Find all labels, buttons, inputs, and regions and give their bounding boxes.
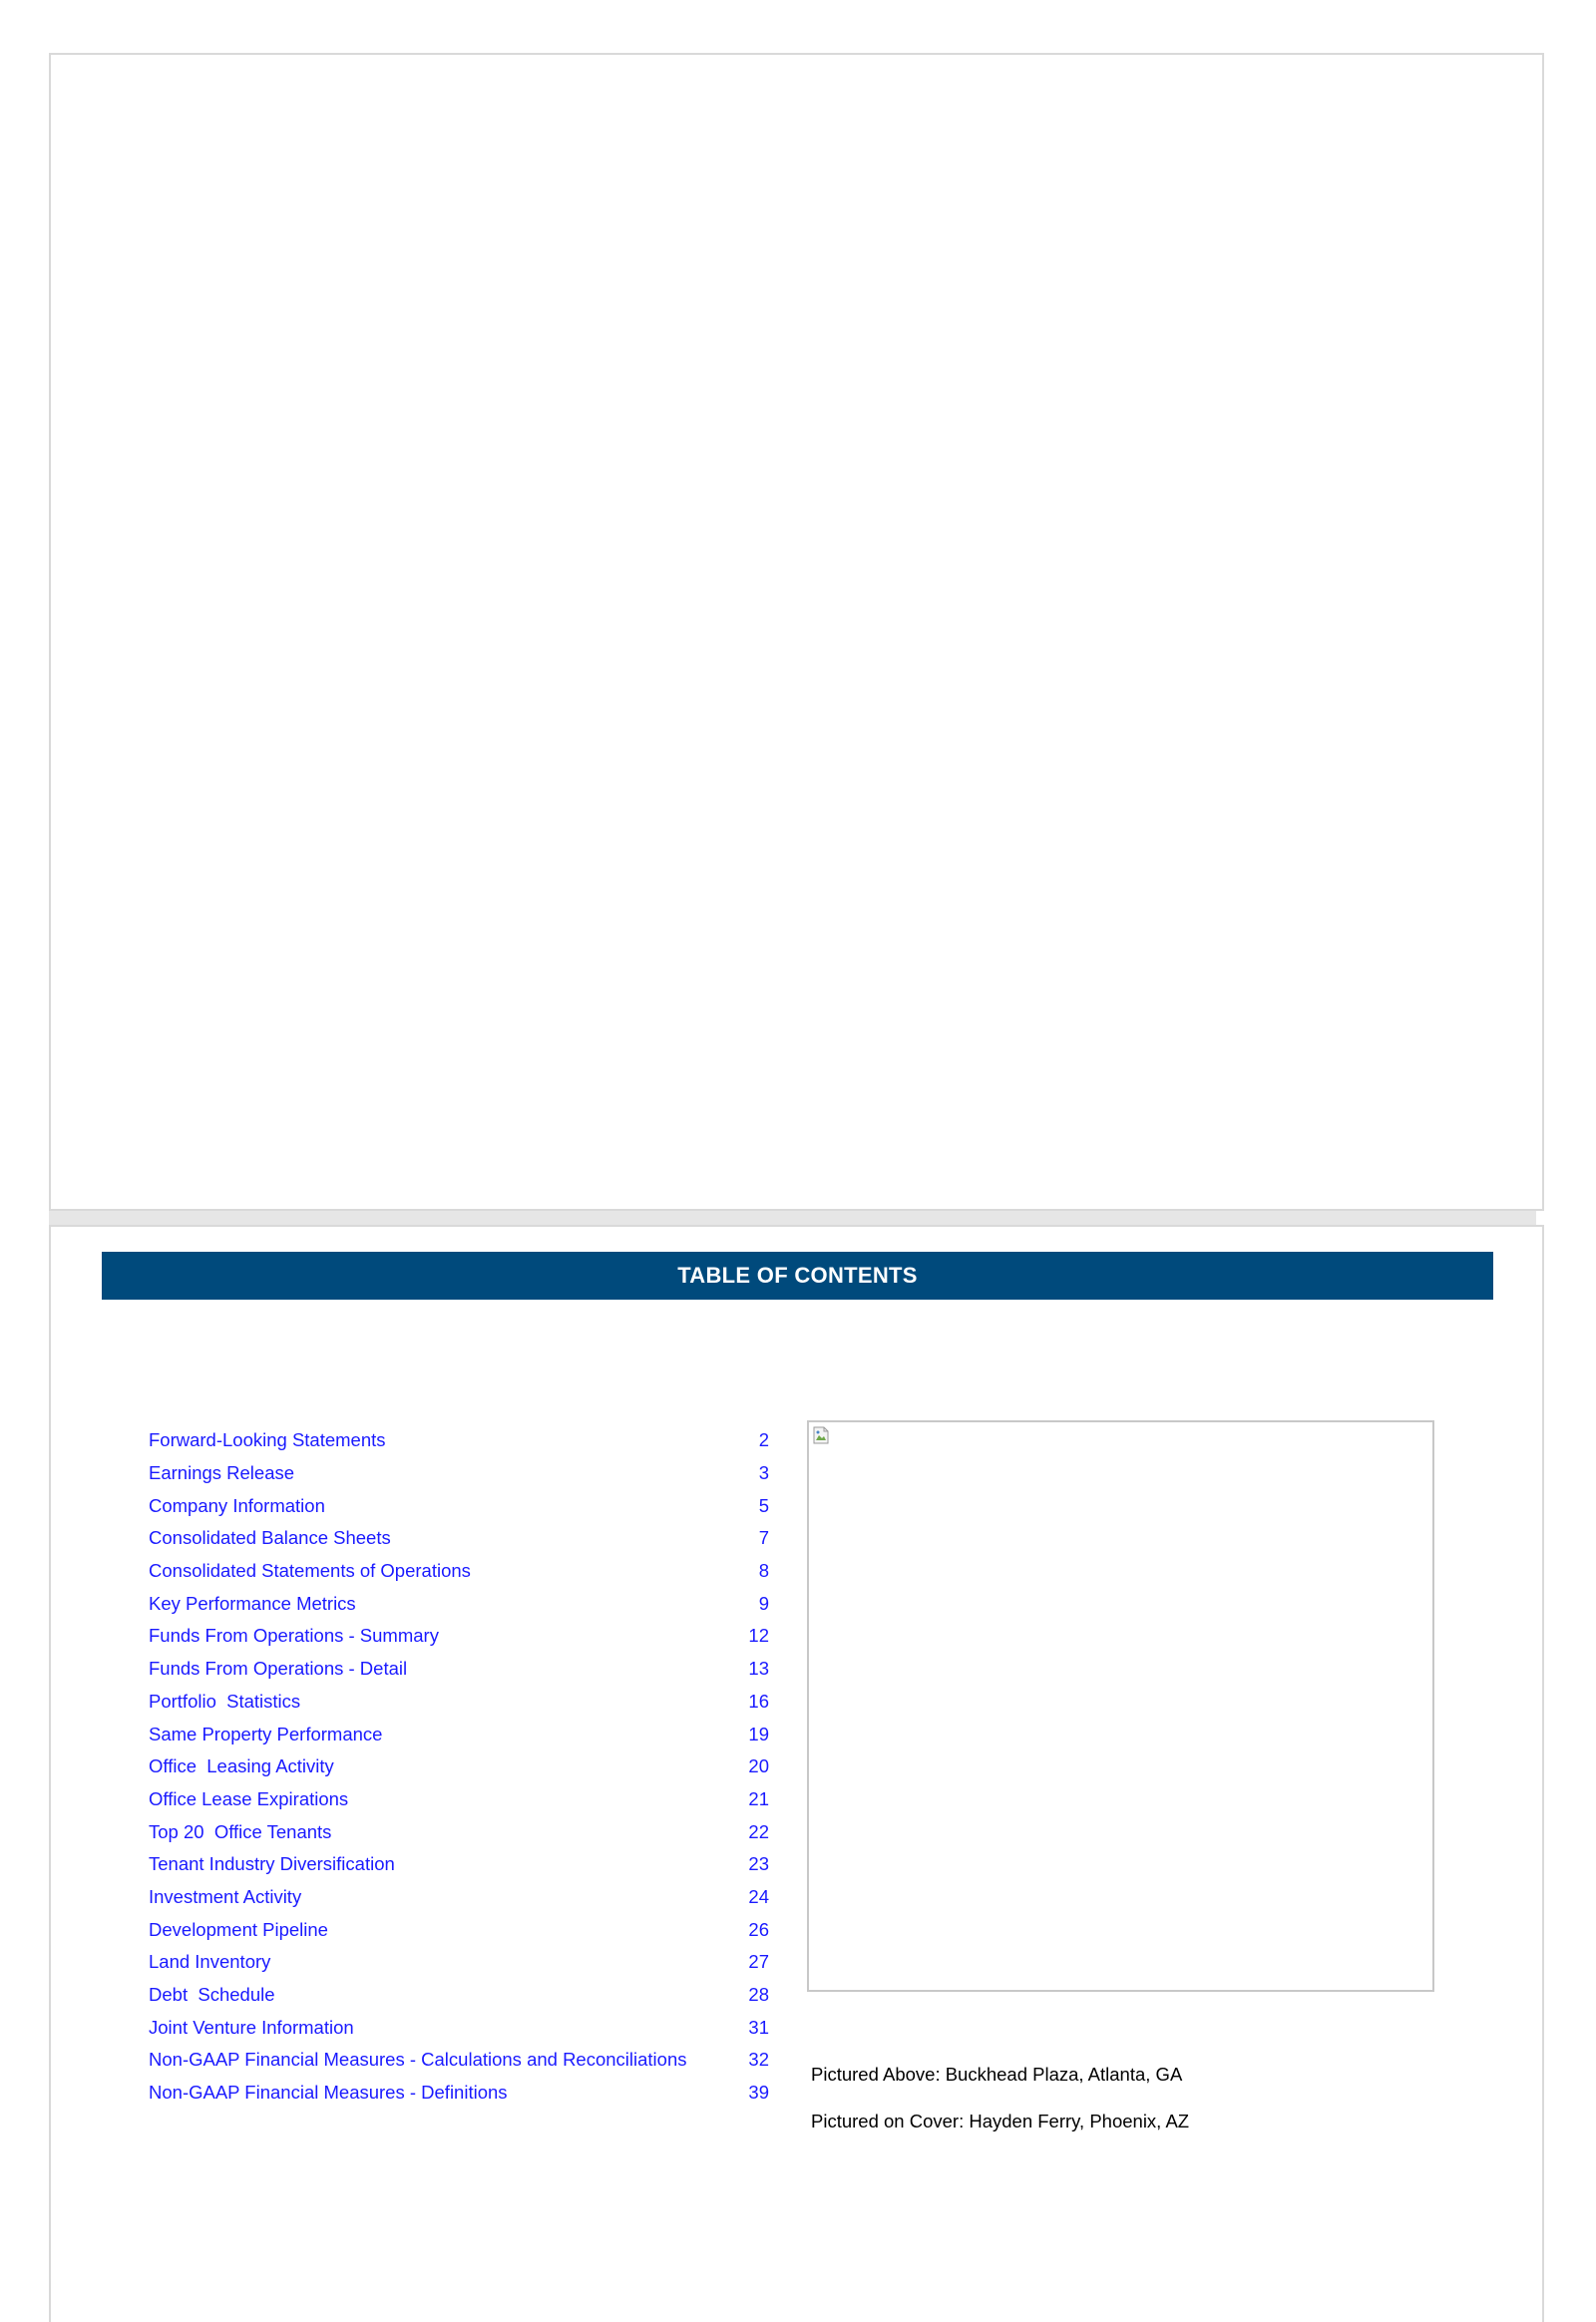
toc-link-label: Office Leasing Activity (149, 1755, 334, 1777)
toc-page-number: 26 (748, 1918, 769, 1940)
caption-pictured-above: Pictured Above: Buckhead Plaza, Atlanta, GA (811, 2064, 1183, 2085)
toc-page-number: 23 (748, 1853, 769, 1875)
toc-link-label: Same Property Performance (149, 1723, 383, 1744)
toc-page-number: 19 (748, 1723, 769, 1744)
toc-page-number: 2 (758, 1429, 769, 1451)
cover-page-frame (49, 53, 1544, 1211)
toc-link-label: Tenant Industry Diversification (149, 1853, 395, 1875)
toc-link-label: Consolidated Balance Sheets (149, 1527, 391, 1549)
toc-link-label: Funds From Operations - Summary (149, 1625, 439, 1647)
toc-page-number: 16 (748, 1690, 769, 1712)
toc-link[interactable] (149, 1979, 769, 2012)
toc-link[interactable] (149, 1424, 769, 1457)
toc-link-label: Non-GAAP Financial Measures - Definitions (149, 2082, 508, 2104)
toc-link-label: Portfolio Statistics (149, 1690, 301, 1712)
toc-page-number: 32 (748, 2049, 769, 2071)
toc-link-label: Investment Activity (149, 1885, 302, 1907)
toc-link[interactable] (149, 1489, 769, 1522)
toc-link-label: Non-GAAP Financial Measures - Calculations and Reconciliations (149, 2049, 687, 2071)
toc-page-number: 24 (748, 1885, 769, 1907)
caption-pictured-on-cover: Pictured on Cover: Hayden Ferry, Phoenix, AZ (811, 2111, 1190, 2131)
toc-link[interactable] (149, 1522, 769, 1555)
toc-link[interactable] (149, 1653, 769, 1686)
toc-link[interactable] (149, 1620, 769, 1653)
broken-image-icon (813, 1426, 829, 1444)
toc-link[interactable] (149, 2011, 769, 2044)
toc-title: TABLE OF CONTENTS (677, 1263, 918, 1288)
toc-link[interactable] (149, 2044, 769, 2077)
toc-page-number: 3 (758, 1462, 769, 1484)
toc-list (149, 1424, 769, 2109)
toc-page-number: 5 (758, 1494, 769, 1516)
toc-link[interactable] (149, 2077, 769, 2110)
toc-link-label: Debt Schedule (149, 1984, 275, 2006)
toc-page-number: 20 (748, 1755, 769, 1777)
toc-link[interactable] (149, 1457, 769, 1490)
toc-link[interactable] (149, 1686, 769, 1719)
toc-link[interactable] (149, 1783, 769, 1816)
toc-link[interactable] (149, 1555, 769, 1588)
toc-link-label: Joint Venture Information (149, 2016, 354, 2038)
toc-page-number: 13 (748, 1658, 769, 1680)
toc-page-number: 27 (748, 1951, 769, 1973)
toc-link-label: Land Inventory (149, 1951, 271, 1973)
toc-page-number: 21 (748, 1787, 769, 1809)
page-divider (49, 1211, 1536, 1225)
toc-page-number: 22 (748, 1820, 769, 1842)
property-photo (807, 1420, 1434, 1992)
toc-link-label: Office Lease Expirations (149, 1787, 349, 1809)
toc-link[interactable] (149, 1946, 769, 1979)
toc-link[interactable] (149, 1815, 769, 1848)
toc-page-number: 8 (758, 1560, 769, 1582)
toc-link-label: Forward-Looking Statements (149, 1429, 386, 1451)
toc-link[interactable] (149, 1587, 769, 1620)
toc-link-label: Funds From Operations - Detail (149, 1658, 408, 1680)
toc-link-label: Key Performance Metrics (149, 1592, 356, 1614)
toc-page-number: 9 (758, 1592, 769, 1614)
toc-link-label: Development Pipeline (149, 1918, 328, 1940)
toc-link-label: Company Information (149, 1494, 325, 1516)
toc-page-number: 39 (748, 2082, 769, 2104)
toc-link[interactable] (149, 1913, 769, 1946)
toc-page-number: 31 (748, 2016, 769, 2038)
toc-page-number: 7 (758, 1527, 769, 1549)
toc-page-number: 28 (748, 1984, 769, 2006)
toc-link-label: Consolidated Statements of Operations (149, 1560, 471, 1582)
toc-link[interactable] (149, 1718, 769, 1750)
toc-link[interactable] (149, 1881, 769, 1914)
toc-link[interactable] (149, 1750, 769, 1783)
toc-link-label: Top 20 Office Tenants (149, 1820, 332, 1842)
toc-page-number: 12 (748, 1625, 769, 1647)
toc-link-label: Earnings Release (149, 1462, 295, 1484)
toc-link[interactable] (149, 1848, 769, 1881)
toc-banner (102, 1252, 1493, 1300)
